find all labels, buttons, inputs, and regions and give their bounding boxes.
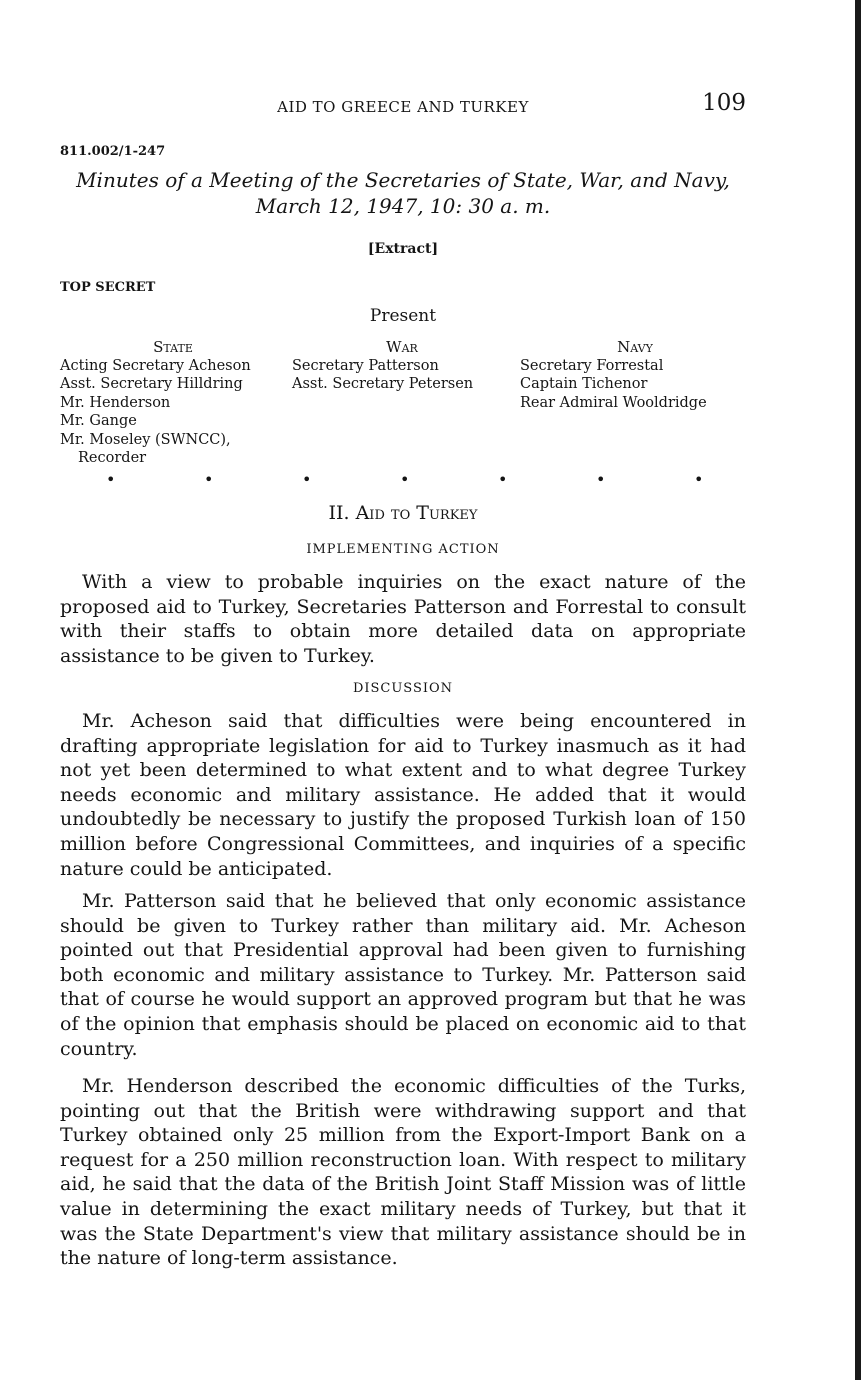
section-title: II. Aid to Turkey xyxy=(328,502,478,524)
ellipsis-dot: • xyxy=(302,470,312,489)
ellipsis-dot: • xyxy=(694,470,704,489)
ellipsis-dot: • xyxy=(400,470,410,489)
attendee-name: Asst. Secretary Petersen xyxy=(292,376,474,392)
ellipsis-dot: • xyxy=(596,470,606,489)
classification-label: TOP SECRET xyxy=(60,280,156,295)
file-number: 811.002/1-247 xyxy=(60,144,166,159)
extract-label: [Extract] xyxy=(367,241,439,257)
war-heading: War xyxy=(386,338,418,356)
discussion-heading: DISCUSSION xyxy=(352,681,454,696)
attendee-name: Mr. Henderson xyxy=(60,394,171,411)
document-title-line-2: March 12, 1947, 10: 30 a. m. xyxy=(255,194,551,218)
navy-attendees xyxy=(520,338,750,412)
implementing-action-text: With a view to probable inquiries on the exact nature of the proposed aid to Turkey, Secretaries Patterson and Forrestal to consult with their staffs to obtain more detailed data on appropriate assistance to be given to Turkey. xyxy=(60,571,746,667)
page-header xyxy=(60,90,746,124)
attendee-name: Captain Tichenor xyxy=(520,376,648,392)
attendee-role: Recorder xyxy=(78,450,147,466)
discussion-paragraph: Mr. Henderson described the economic difficulties of the Turks, pointing out that the British were withdrawing support and that Turkey obtained only 25 million from the Export-Import Bank on a request for a 250 million reconstruction loan. With respect to military aid, he said that the data of the British Joint Staff Mission was of little value in determining the exact military needs of Turkey, but that it was the State Department's view that military assistance should be in the nature of long-term assistance. xyxy=(60,1075,746,1270)
ellipsis-dot: • xyxy=(498,470,508,489)
page-number: 109 xyxy=(702,90,746,116)
attendee-name: Rear Admiral Wooldridge xyxy=(520,394,707,411)
running-head: AID TO GREECE AND TURKEY xyxy=(277,98,529,116)
document-title-line-1: Minutes of a Meeting of the Secretaries of State, War, and Navy, xyxy=(76,168,730,192)
ellipsis-dot: • xyxy=(204,470,214,489)
state-heading: State xyxy=(153,338,193,356)
ellipsis-dot: • xyxy=(106,470,116,489)
attendee-name: Mr. Gange xyxy=(60,413,137,429)
attendee-name: Acting Secretary Acheson xyxy=(60,357,251,374)
present-heading: Present xyxy=(369,306,437,326)
implementing-action-heading: IMPLEMENTING ACTION xyxy=(306,542,500,557)
attendee-name: Secretary Forrestal xyxy=(520,357,664,374)
state-attendees xyxy=(60,338,286,468)
navy-heading: Navy xyxy=(617,338,653,356)
war-attendees xyxy=(292,338,512,394)
discussion-paragraph: Mr. Patterson said that he believed that only economic assistance should be given to Turkey rather than military aid. Mr. Acheson pointed out that Presidential approval had been given to furnishing both economic and military assistance to Turkey. Mr. Patterson said that of course he would support an approved program but that he was of the opinion that emphasis should be placed on economic aid to that country. xyxy=(60,890,746,1060)
attendee-name: Secretary Patterson xyxy=(292,357,439,374)
attendee-name: Asst. Secretary Hilldring xyxy=(60,376,243,392)
page-edge xyxy=(855,0,861,1380)
omission-ellipsis xyxy=(60,470,746,489)
discussion-paragraph: Mr. Acheson said that difficulties were being encountered in drafting appropriate legislation for aid to Turkey inasmuch as it had not yet been determined to what extent and to what degree Turkey needs economic and military assistance. He added that it would undoubtedly be necessary to justify the proposed Turkish loan of 150 million before Congressional Committees, and inquiries of a specific nature could be anticipated. xyxy=(60,710,746,880)
attendee-name: Mr. Moseley (SWNCC), xyxy=(60,431,231,448)
